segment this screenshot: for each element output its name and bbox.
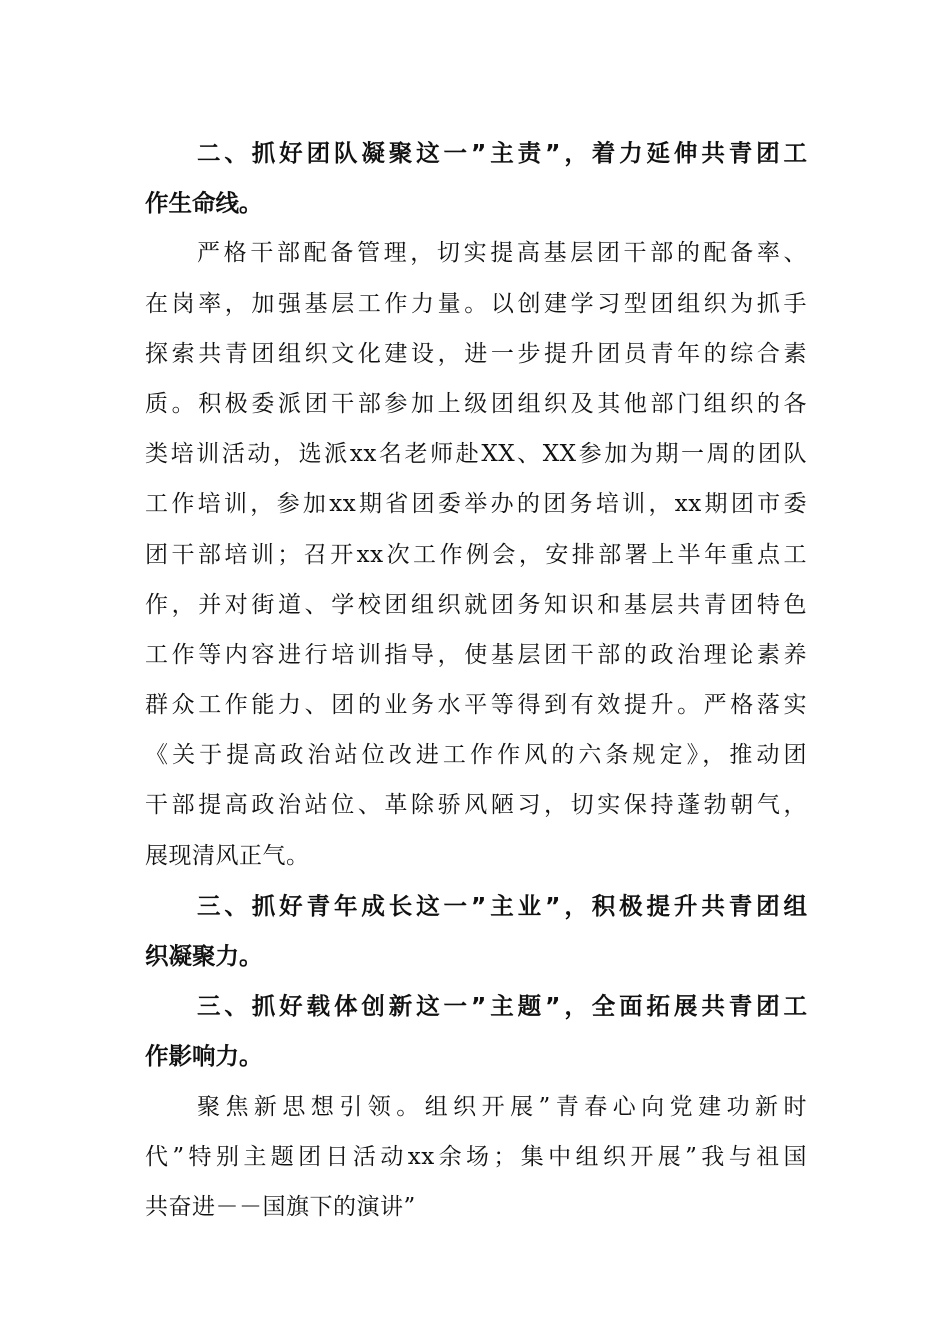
body-paragraph [145,228,807,880]
paragraph-line: 聚焦新思想引领。组织开展”青春心向党建功新时 [197,1093,807,1120]
paragraph-line: 探索共青团组织文化建设，进一步提升团员青年的综合素 [145,340,807,367]
paragraph-line: 严格干部配备管理，切实提高基层团干部的配备率、 [197,240,807,267]
paragraph-line: 类培训活动，选派xx名老师赴XX、XX参加为期一周的团队 [145,441,807,468]
paragraph-line: 作，并对街道、学校团组织就团务知识和基层共青团特色 [145,591,807,618]
heading-line: 作生命线。 [145,189,263,218]
paragraph-line: 团干部培训；召开xx次工作例会，安排部署上半年重点工 [145,541,807,568]
paragraph-line: 展现清风正气。 [145,842,310,869]
paragraph-line: 共奋进－－国旗下的演讲” [145,1193,416,1220]
paragraph-line: 质。积极委派团干部参加上级团组织及其他部门组织的各 [145,390,807,417]
section-heading-3b [145,981,807,1081]
paragraph-line: 干部提高政治站位、革除骄风陋习，切实保持蓬勃朝气， [145,792,807,819]
paragraph-line: 群众工作能力、团的业务水平等得到有效提升。严格落实 [145,692,807,719]
heading-line: 二、抓好团队凝聚这一”主责”，着力延伸共青团工 [197,139,807,167]
paragraph-line: 在岗率，加强基层工作力量。以创建学习型团组织为抓手 [145,290,807,317]
paragraph-line: 工作等内容进行培训指导，使基层团干部的政治理论素养 [145,641,807,668]
paragraph-line: 《关于提高政治站位改进工作作风的六条规定》，推动团 [145,742,807,769]
section-heading-2 [145,128,807,228]
heading-line: 作影响力。 [145,1042,263,1071]
document-body [145,128,807,1232]
heading-line: 织凝聚力。 [145,942,263,970]
heading-line: 三、抓好载体创新这一”主题”，全面拓展共青团工 [197,992,807,1021]
heading-line: 三、抓好青年成长这一”主业”，积极提升共青团组 [197,891,807,920]
paragraph-line: 工作培训，参加xx期省团委举办的团务培训，xx期团市委 [145,491,807,518]
paragraph-line: 代”特别主题团日活动xx余场；集中组织开展”我与祖国 [145,1143,807,1170]
section-heading-3a [145,881,807,981]
body-paragraph [145,1082,807,1233]
